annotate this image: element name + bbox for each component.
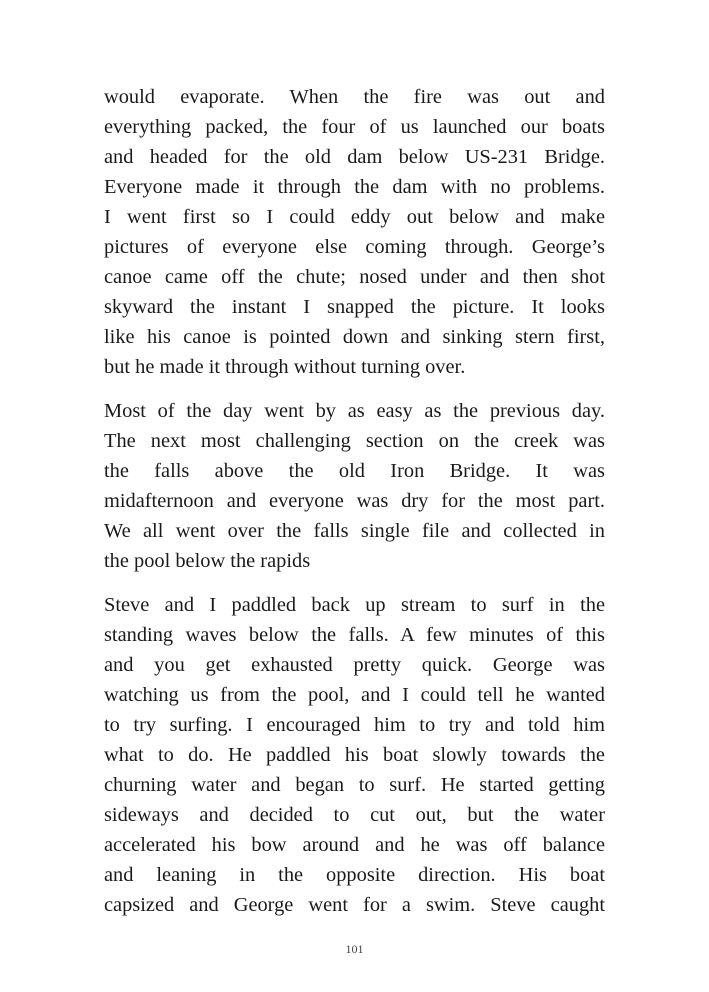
text-line: and leaning in the opposite direction. His boat bbox=[104, 864, 605, 886]
text-line: canoe came off the chute; nosed under and then shot bbox=[104, 266, 605, 288]
text-line: The next most challenging section on the creek was bbox=[104, 430, 605, 452]
text-line: the pool below the rapids bbox=[104, 550, 311, 572]
text-line: accelerated his bow around and he was off balance bbox=[104, 834, 605, 856]
text-line: standing waves below the falls. A few minutes of this bbox=[104, 624, 605, 646]
text-line: but he made it through without turning over. bbox=[104, 356, 466, 378]
text-line: Steve and I paddled back up stream to surf in the bbox=[104, 594, 605, 616]
text-line: like his canoe is pointed down and sinking stern first, bbox=[104, 326, 605, 348]
text-line: We all went over the falls single file and collected in bbox=[104, 520, 605, 542]
text-line: midafternoon and everyone was dry for the most part. bbox=[104, 490, 605, 512]
text-line: to try surfing. I encouraged him to try and told him bbox=[104, 714, 605, 736]
text-line: watching us from the pool, and I could tell he wanted bbox=[104, 684, 605, 706]
paragraph-1 bbox=[104, 82, 605, 382]
paragraph-3 bbox=[104, 590, 605, 920]
text-line: I went first so I could eddy out below and make bbox=[104, 206, 605, 228]
page-number: 101 bbox=[345, 942, 364, 956]
text-line: Most of the day went by as easy as the previous day. bbox=[104, 400, 605, 422]
text-line: would evaporate. When the fire was out and bbox=[104, 86, 605, 108]
text-line: Everyone made it through the dam with no problems. bbox=[104, 176, 605, 198]
text-line: capsized and George went for a swim. Steve caught bbox=[104, 894, 605, 916]
text-line: the falls above the old Iron Bridge. It was bbox=[104, 460, 605, 482]
text-line: pictures of everyone else coming through. George’s bbox=[104, 236, 605, 258]
text-line: sideways and decided to cut out, but the water bbox=[104, 804, 605, 826]
text-line: churning water and began to surf. He started getting bbox=[104, 774, 605, 796]
text-line: and you get exhausted pretty quick. George was bbox=[104, 654, 605, 676]
text-line: skyward the instant I snapped the picture. It looks bbox=[104, 296, 605, 318]
body-text bbox=[104, 82, 605, 934]
text-line: and headed for the old dam below US-231 Bridge. bbox=[104, 146, 605, 168]
text-line: everything packed, the four of us launched our boats bbox=[104, 116, 605, 138]
text-line: what to do. He paddled his boat slowly towards the bbox=[104, 744, 605, 766]
paragraph-2 bbox=[104, 396, 605, 576]
